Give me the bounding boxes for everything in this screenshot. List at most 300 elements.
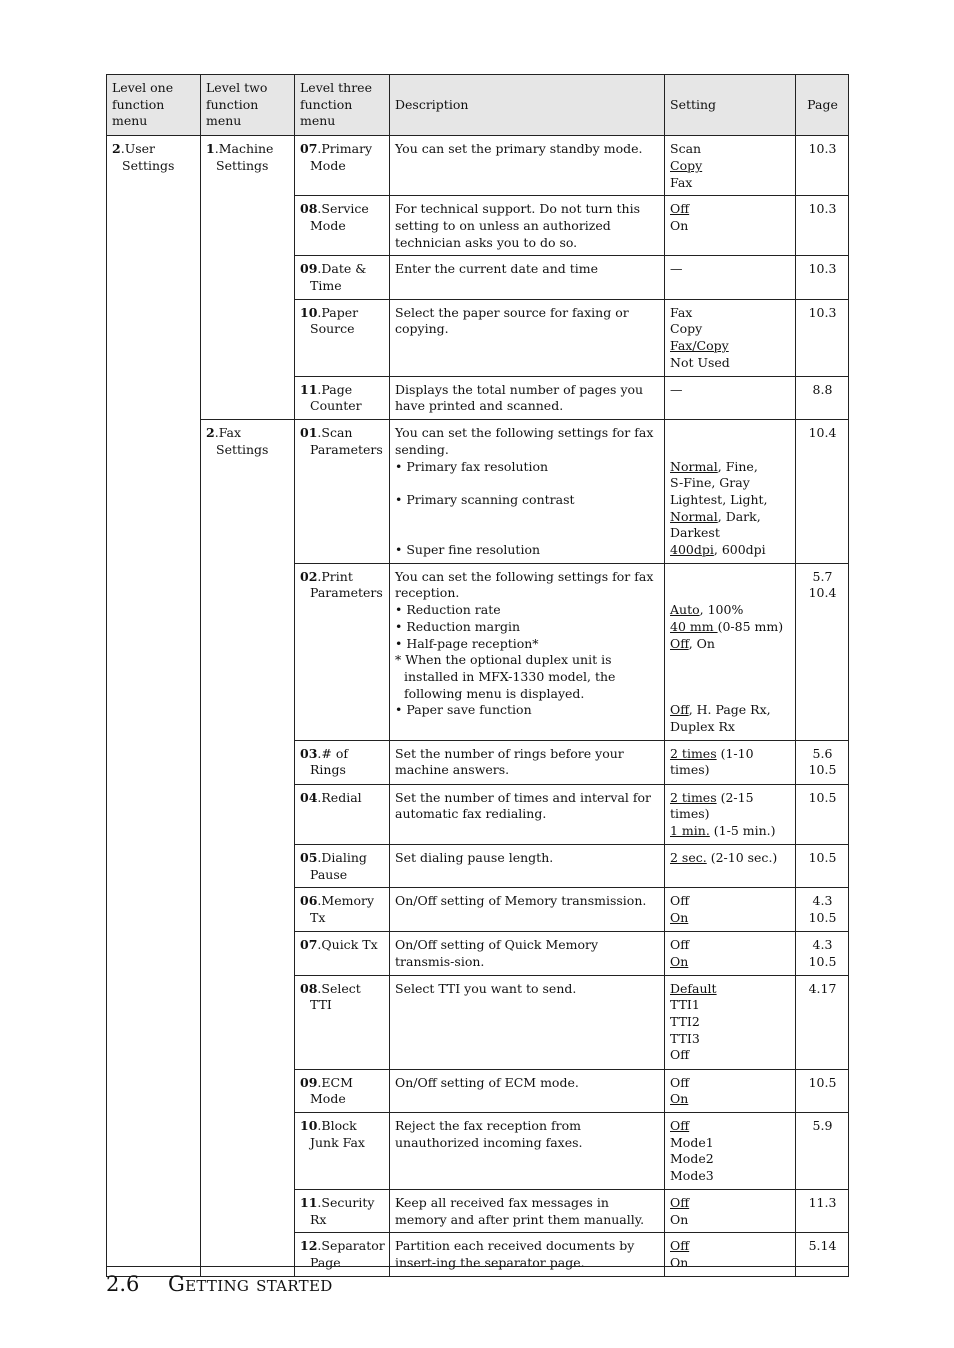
level-three-cell — [295, 888, 390, 932]
setting-value: Mode1 — [670, 1134, 714, 1150]
page-ref: 10.5 — [808, 762, 837, 778]
setting-line — [670, 1195, 791, 1212]
page-ref: 5.14 — [808, 1238, 837, 1254]
page-ref-cell — [796, 740, 849, 784]
setting-cell — [665, 420, 796, 564]
setting-cell — [665, 1190, 796, 1233]
level-three-cell — [295, 563, 390, 740]
level-three-dot: . — [317, 1238, 322, 1254]
description-line: On/Off setting of Memory transmission. — [395, 893, 647, 909]
setting-value: , 100% — [699, 602, 744, 618]
level-three-dot: . — [317, 141, 322, 157]
setting-cell — [665, 784, 796, 844]
setting-cell — [665, 256, 796, 299]
page-ref-cell — [796, 136, 849, 196]
level-three-number: 08 — [300, 201, 318, 217]
level-three-number: 07 — [300, 141, 318, 157]
setting-line — [670, 636, 791, 653]
page-ref: 10.3 — [808, 304, 837, 320]
level-three-name: Service Mode — [310, 201, 369, 233]
setting-line — [670, 1135, 791, 1152]
setting-value: (1-5 min.) — [709, 823, 776, 839]
level-three-cell — [295, 844, 390, 887]
setting-line — [670, 338, 791, 355]
setting-value: Fax — [670, 174, 693, 190]
table-row — [107, 420, 849, 564]
default-setting-value: Off — [670, 201, 690, 217]
setting-value: On — [670, 1255, 689, 1271]
setting-value: TTI3 — [670, 1030, 700, 1046]
page-ref: 4.3 — [812, 893, 833, 909]
setting-line — [670, 175, 791, 192]
setting-line — [670, 492, 791, 509]
setting-line — [670, 954, 791, 971]
setting-cell — [665, 196, 796, 256]
setting-line — [670, 321, 791, 338]
level-three-name: Redial — [321, 789, 362, 805]
setting-value: (0-85 mm) — [717, 618, 784, 634]
level-three-name: Page Counter — [310, 381, 362, 414]
description-cell — [390, 784, 665, 844]
default-setting-value: On — [670, 953, 689, 969]
setting-line — [670, 218, 791, 235]
setting-value: Mode2 — [670, 1151, 714, 1167]
setting-value: On — [670, 217, 689, 233]
setting-line — [670, 261, 791, 278]
page-ref: 11.3 — [808, 1195, 837, 1211]
level-three-number: 09 — [300, 261, 318, 277]
level-three-name: Block Junk Fax — [310, 1118, 365, 1150]
setting-line — [670, 382, 791, 399]
setting-line — [670, 1151, 791, 1168]
description-cell — [390, 1190, 665, 1233]
page-ref: 10.4 — [808, 425, 837, 441]
page-ref: 5.9 — [812, 1118, 833, 1134]
setting-value: — — [670, 381, 683, 397]
setting-cell — [665, 376, 796, 419]
page-ref-cell — [796, 563, 849, 740]
setting-value: Mode3 — [670, 1168, 714, 1184]
page-footer — [106, 1266, 848, 1296]
default-setting-value: Auto — [670, 602, 700, 618]
setting-line — [670, 719, 791, 736]
setting-line — [670, 1118, 791, 1135]
default-setting-value: Off — [670, 635, 689, 651]
default-setting-value: Fax/Copy — [670, 338, 729, 354]
setting-value: , On — [688, 635, 715, 651]
default-setting-value: 400dpi — [670, 542, 714, 558]
level-three-cell — [295, 740, 390, 784]
setting-value: , H. Page Rx, — [688, 702, 771, 718]
description-line: Partition each received documents by insert-ing the separator page. — [395, 1238, 635, 1271]
page-ref: 10.5 — [808, 789, 837, 805]
level-two-name: Fax Settings — [216, 425, 269, 457]
level-three-name: Print Parameters — [310, 568, 383, 601]
setting-value: Copy — [670, 321, 703, 337]
setting-value: Fax — [670, 304, 693, 320]
setting-line — [670, 1212, 791, 1229]
setting-cell — [665, 1233, 796, 1276]
level-three-dot: . — [317, 201, 322, 217]
page-ref-cell — [796, 420, 849, 564]
page-ref-cell — [796, 888, 849, 932]
description-line: You can set the primary standby mode. — [395, 141, 643, 157]
description-line: • Paper save function — [395, 702, 532, 718]
page-ref-cell — [796, 844, 849, 887]
level-three-dot: . — [317, 980, 322, 996]
description-cell — [390, 420, 665, 564]
description-line: • Half-page reception* — [395, 635, 539, 651]
page-ref-cell — [796, 196, 849, 256]
setting-value: Off — [670, 893, 690, 909]
setting-line — [670, 1075, 791, 1092]
level-three-dot: . — [317, 893, 322, 909]
page-ref-cell — [796, 256, 849, 299]
page-ref: 10.5 — [808, 909, 837, 925]
setting-line — [670, 585, 791, 602]
page-ref: 10.5 — [808, 849, 837, 865]
default-setting-value: On — [670, 909, 689, 925]
setting-line — [670, 305, 791, 322]
level-three-dot: . — [317, 304, 322, 320]
menu-table-container — [106, 74, 848, 1277]
description-cell — [390, 975, 665, 1069]
level-one-name: User Settings — [122, 141, 175, 173]
description-cell — [390, 299, 665, 376]
level-three-cell — [295, 1069, 390, 1112]
default-setting-value: On — [670, 1091, 689, 1107]
setting-line — [670, 355, 791, 372]
setting-value: Scan — [670, 141, 702, 157]
description-line: • Primary scanning contrast — [395, 491, 575, 507]
description-cell — [390, 1233, 665, 1276]
setting-cell — [665, 563, 796, 740]
setting-line — [670, 619, 791, 636]
level-three-number: 01 — [300, 425, 318, 441]
setting-line — [670, 790, 791, 823]
level-two-cell — [201, 420, 295, 1277]
setting-line — [670, 702, 791, 719]
level-three-number: 04 — [300, 789, 318, 805]
level-one-dot: . — [120, 141, 125, 157]
setting-line — [670, 1238, 791, 1255]
level-three-number: 11 — [300, 1195, 318, 1211]
level-three-name: Scan Parameters — [310, 425, 383, 457]
level-two-number: 1 — [206, 141, 215, 157]
description-cell — [390, 256, 665, 299]
page-ref: 5.6 — [812, 745, 833, 761]
page-ref: 10.5 — [808, 953, 837, 969]
level-three-number: 11 — [300, 381, 318, 397]
setting-line — [670, 569, 791, 586]
level-one-cell — [107, 136, 201, 1277]
setting-line — [670, 475, 791, 492]
level-three-number: 02 — [300, 568, 318, 584]
setting-line — [670, 459, 791, 476]
level-three-name: ECM Mode — [310, 1074, 353, 1107]
description-line: Set the number of rings before your machine answers. — [395, 745, 624, 778]
default-setting-value: Off — [670, 1195, 690, 1211]
setting-value: Off — [670, 937, 690, 953]
level-three-name: Separator Page — [310, 1238, 385, 1271]
level-three-cell — [295, 784, 390, 844]
page-ref-cell — [796, 1233, 849, 1276]
level-three-number: 03 — [300, 745, 318, 761]
description-line: On/Off setting of Quick Memory transmis-sion. — [395, 937, 599, 969]
description-line: Set dialing pause length. — [395, 849, 554, 865]
level-three-cell — [295, 299, 390, 376]
description-line: • Reduction rate — [395, 602, 501, 618]
setting-line — [670, 1091, 791, 1108]
setting-cell — [665, 975, 796, 1069]
level-three-number: 05 — [300, 849, 318, 865]
default-setting-value: 2 times — [670, 745, 717, 761]
page-ref: 10.4 — [808, 585, 837, 601]
level-three-number: 10 — [300, 1118, 318, 1134]
setting-value: Off — [670, 1074, 690, 1090]
level-three-number: 10 — [300, 304, 318, 320]
page-ref: 10.3 — [808, 141, 837, 157]
page-ref-cell — [796, 299, 849, 376]
page-ref-cell — [796, 1190, 849, 1233]
level-three-name: # of Rings — [310, 745, 348, 778]
level-one-number: 2 — [112, 141, 121, 157]
setting-cell — [665, 932, 796, 975]
level-three-number: 09 — [300, 1074, 318, 1090]
default-setting-value: Copy — [670, 157, 703, 173]
description-cell — [390, 844, 665, 887]
setting-value: — — [670, 261, 683, 277]
setting-value: (1-10 times) — [670, 745, 754, 778]
setting-line — [670, 442, 791, 459]
setting-cell — [665, 1113, 796, 1190]
setting-cell — [665, 1069, 796, 1112]
setting-line — [670, 850, 791, 867]
description-line: You can set the following settings for fax sending. — [395, 425, 654, 457]
setting-line — [670, 602, 791, 619]
level-three-dot: . — [317, 937, 322, 953]
default-setting-value: Normal — [670, 458, 718, 474]
section-title: Getting started — [168, 1272, 333, 1296]
description-line: You can set the following settings for fax reception. — [395, 568, 654, 601]
description-cell — [390, 1113, 665, 1190]
setting-value: Darkest — [670, 525, 720, 541]
level-three-number: 12 — [300, 1238, 318, 1254]
level-three-cell — [295, 1113, 390, 1190]
description-line: Enter the current date and time — [395, 261, 599, 277]
setting-line — [670, 542, 791, 559]
setting-line — [670, 910, 791, 927]
header-level-one: Level one function menu — [107, 75, 201, 136]
level-three-name: Security Rx — [310, 1195, 375, 1227]
page-ref: 4.3 — [812, 937, 833, 953]
description-line — [395, 509, 660, 526]
setting-value: S-Fine, Gray — [670, 475, 750, 491]
level-three-name: Paper Source — [310, 304, 359, 337]
description-line: On/Off setting of ECM mode. — [395, 1074, 579, 1090]
description-cell — [390, 1069, 665, 1112]
level-three-dot: . — [317, 381, 322, 397]
setting-cell — [665, 299, 796, 376]
description-cell — [390, 932, 665, 975]
page-ref: 4.17 — [808, 980, 837, 996]
level-three-name: Quick Tx — [321, 937, 378, 953]
description-line: * When the optional duplex unit is installed in MFX-1330 model, the following menu is displayed. — [395, 652, 616, 701]
setting-line — [670, 201, 791, 218]
setting-cell — [665, 888, 796, 932]
setting-value: , Fine, — [717, 458, 758, 474]
setting-cell — [665, 740, 796, 784]
setting-value: , Dark, — [717, 508, 761, 524]
level-three-cell — [295, 376, 390, 419]
level-three-name: Select TTI — [310, 980, 361, 1013]
description-line: • Super fine resolution — [395, 542, 541, 558]
setting-line — [670, 525, 791, 542]
setting-value: TTI1 — [670, 997, 700, 1013]
setting-value: Lightest, Light, — [670, 491, 768, 507]
setting-line — [670, 937, 791, 954]
setting-value: (2-15 times) — [670, 789, 754, 822]
description-line: Select TTI you want to send. — [395, 980, 577, 996]
level-three-cell — [295, 1190, 390, 1233]
default-setting-value: Default — [670, 980, 717, 996]
setting-value: , 600dpi — [713, 542, 766, 558]
setting-value: Not Used — [670, 354, 730, 370]
description-line: Select the paper source for faxing or copying. — [395, 304, 629, 337]
setting-line — [670, 823, 791, 840]
level-three-dot: . — [317, 425, 322, 441]
header-level-three: Level three function menu — [295, 75, 390, 136]
page-ref: 8.8 — [812, 381, 833, 397]
setting-line — [670, 746, 791, 779]
setting-line — [670, 1047, 791, 1064]
setting-line — [670, 981, 791, 998]
page-ref: 10.3 — [808, 261, 837, 277]
table-row — [107, 136, 849, 196]
setting-line — [670, 1031, 791, 1048]
default-setting-value: 40 mm — [670, 618, 718, 634]
setting-value: Off — [670, 1047, 690, 1063]
page-ref-cell — [796, 1069, 849, 1112]
setting-line — [670, 652, 791, 669]
header-page: Page — [796, 75, 849, 136]
setting-line — [670, 1014, 791, 1031]
setting-line — [670, 158, 791, 175]
level-three-dot: . — [317, 789, 322, 805]
function-menu-table — [106, 74, 849, 1277]
description-cell — [390, 888, 665, 932]
page-ref: 5.7 — [812, 568, 833, 584]
page-ref-cell — [796, 784, 849, 844]
setting-line — [670, 997, 791, 1014]
header-level-two: Level two function menu — [201, 75, 295, 136]
page-ref: 10.3 — [808, 201, 837, 217]
header-row — [107, 75, 849, 136]
default-setting-value: Normal — [670, 508, 718, 524]
page-ref-cell — [796, 975, 849, 1069]
level-two-dot: . — [214, 425, 219, 441]
description-cell — [390, 563, 665, 740]
description-cell — [390, 196, 665, 256]
setting-value: Duplex Rx — [670, 718, 735, 734]
description-cell — [390, 136, 665, 196]
default-setting-value: 1 min. — [670, 823, 710, 839]
header-setting: Setting — [665, 75, 796, 136]
description-line: Reject the fax reception from unauthorized incoming faxes. — [395, 1118, 583, 1150]
level-three-dot: . — [317, 1195, 322, 1211]
level-three-cell — [295, 256, 390, 299]
level-three-number: 08 — [300, 980, 318, 996]
level-two-number: 2 — [206, 425, 215, 441]
description-cell — [390, 740, 665, 784]
level-three-cell — [295, 196, 390, 256]
setting-value: TTI2 — [670, 1014, 700, 1030]
level-three-name: Memory Tx — [310, 893, 375, 925]
level-three-cell — [295, 975, 390, 1069]
page-ref-cell — [796, 1113, 849, 1190]
description-line — [395, 475, 660, 492]
level-three-cell — [295, 136, 390, 196]
description-line: Set the number of times and interval for automatic fax redialing. — [395, 789, 652, 822]
setting-line — [670, 509, 791, 526]
default-setting-value: Off — [670, 1238, 690, 1254]
description-line — [395, 525, 660, 542]
default-setting-value: 2 times — [670, 789, 717, 805]
default-setting-value: Off — [670, 1118, 690, 1134]
level-three-dot: . — [317, 261, 322, 277]
level-three-number: 06 — [300, 893, 318, 909]
setting-line — [670, 669, 791, 686]
setting-cell — [665, 136, 796, 196]
level-three-cell — [295, 1233, 390, 1276]
setting-value: (2-10 sec.) — [706, 849, 778, 865]
setting-line — [670, 425, 791, 442]
setting-value: On — [670, 1211, 689, 1227]
level-two-name: Machine Settings — [216, 141, 274, 173]
level-two-dot: . — [214, 141, 219, 157]
setting-line — [670, 686, 791, 703]
level-three-name: Date & Time — [310, 261, 367, 294]
setting-cell — [665, 844, 796, 887]
page-ref-cell — [796, 932, 849, 975]
table-body — [107, 136, 849, 1277]
setting-line — [670, 893, 791, 910]
setting-line — [670, 141, 791, 158]
default-setting-value: 2 sec. — [670, 849, 707, 865]
level-two-cell — [201, 136, 295, 420]
description-line: For technical support. Do not turn this setting to on unless an authorized technician asks you to do so. — [395, 201, 641, 250]
default-setting-value: Off — [670, 702, 689, 718]
level-three-dot: . — [317, 745, 322, 761]
level-three-number: 07 — [300, 937, 318, 953]
description-line: • Reduction margin — [395, 618, 521, 634]
level-three-dot: . — [317, 568, 322, 584]
level-three-dot: . — [317, 849, 322, 865]
level-three-dot: . — [317, 1118, 322, 1134]
description-cell — [390, 376, 665, 419]
description-line: • Primary fax resolution — [395, 458, 549, 474]
level-three-cell — [295, 932, 390, 975]
description-line: Keep all received fax messages in memory and after print them manually. — [395, 1195, 645, 1227]
setting-line — [670, 1168, 791, 1185]
header-description: Description — [390, 75, 665, 136]
level-three-dot: . — [317, 1074, 322, 1090]
level-three-name: Primary Mode — [310, 141, 373, 173]
description-line: Displays the total number of pages you have printed and scanned. — [395, 381, 644, 414]
page-ref-cell — [796, 376, 849, 419]
level-three-cell — [295, 420, 390, 564]
setting-line — [670, 1255, 791, 1272]
